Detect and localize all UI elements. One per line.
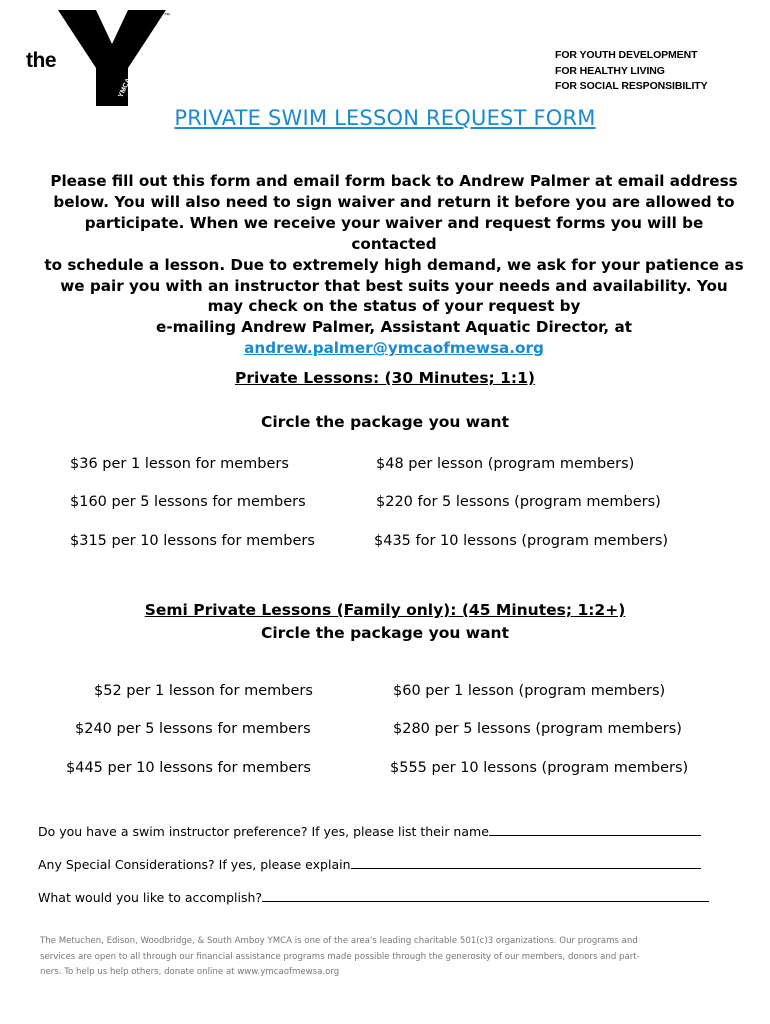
logo-trademark: ™ (164, 13, 170, 19)
semi-private-heading: Semi Private Lessons (Family only): (45 Minutes; 1:2+) (144, 601, 626, 619)
instructor-preference-label: Do you have a swim instructor preference? If yes, please list their name (38, 824, 489, 839)
ymca-logo (26, 8, 170, 104)
form-title: PRIVATE SWIM LESSON REQUEST FORM (174, 106, 596, 130)
private-lessons-heading: Private Lessons: (30 Minutes; 1:1) (235, 369, 535, 387)
semi-member-option[interactable]: $240 per 5 lessons for members (75, 721, 311, 737)
email-link[interactable]: andrew.palmer@ymcaofmewsa.org (244, 339, 544, 358)
footer-note (40, 934, 680, 981)
intro-line: may check on the status of your request by (207, 297, 581, 316)
semi-member-option[interactable]: $52 per 1 lesson for members (94, 683, 313, 699)
semi-program-option[interactable]: $555 per 10 lessons (program members) (390, 760, 689, 776)
tagline (555, 48, 708, 95)
semi-circle-instruction: Circle the package you want (260, 624, 509, 642)
special-considerations-question (38, 856, 701, 872)
private-member-option[interactable]: $160 per 5 lessons for members (70, 494, 306, 510)
private-program-option[interactable]: $220 for 5 lessons (program members) (376, 494, 661, 510)
tagline-line: FOR HEALTHY LIVING (555, 64, 665, 77)
special-considerations-field[interactable] (351, 856, 701, 869)
special-considerations-label: Any Special Considerations? If yes, please explain (38, 857, 351, 872)
instructor-preference-question (38, 823, 701, 839)
private-program-option[interactable]: $435 for 10 lessons (program members) (374, 533, 669, 549)
footer-line: ners. To help us help others, donate online at www.ymcaofmewsa.org (40, 967, 340, 977)
logo-ymca-text: YMCA (117, 77, 133, 99)
semi-program-option[interactable]: $280 per 5 lessons (program members) (393, 721, 682, 737)
intro-line: we pair you with an instructor that best suits your needs and availability. You (60, 276, 728, 295)
instructor-preference-field[interactable] (489, 823, 701, 836)
ymca-y-icon (56, 8, 172, 108)
tagline-line: FOR SOCIAL RESPONSIBILITY (555, 80, 708, 92)
tagline-line: FOR YOUTH DEVELOPMENT (555, 49, 698, 61)
goals-question (38, 889, 709, 905)
private-circle-instruction: Circle the package you want (260, 413, 509, 431)
intro-line: below. You will also need to sign waiver and return it before you are allowed to (53, 192, 735, 211)
private-member-option[interactable]: $315 per 10 lessons for members (70, 533, 315, 549)
intro-line: e-mailing Andrew Palmer, Assistant Aquatic Director, at (156, 318, 632, 337)
intro-line: participate. When we receive your waiver and request forms you will be contacted (84, 213, 704, 253)
goals-field[interactable] (262, 889, 709, 902)
semi-program-option[interactable]: $60 per 1 lesson (program members) (393, 683, 666, 699)
semi-member-option[interactable]: $445 per 10 lessons for members (66, 760, 311, 776)
intro-paragraph (44, 171, 744, 359)
intro-line: Please fill out this form and email form back to Andrew Palmer at email address (50, 172, 738, 190)
footer-line: services are open to all through our financial assistance programs made possible through the generosity of our members, donors and part- (40, 951, 640, 962)
logo-the-text: the (26, 49, 56, 72)
private-program-option[interactable]: $48 per lesson (program members) (376, 456, 635, 472)
intro-line: to schedule a lesson. Due to extremely high demand, we ask for your patience as (44, 255, 744, 274)
private-member-option[interactable]: $36 per 1 lesson for members (70, 456, 289, 472)
goals-label: What would you like to accomplish? (38, 890, 263, 905)
footer-line: The Metuchen, Edison, Woodbridge, & South Amboy YMCA is one of the area's leading charitable 501(c)3 organizations. Our programs and (40, 936, 638, 946)
